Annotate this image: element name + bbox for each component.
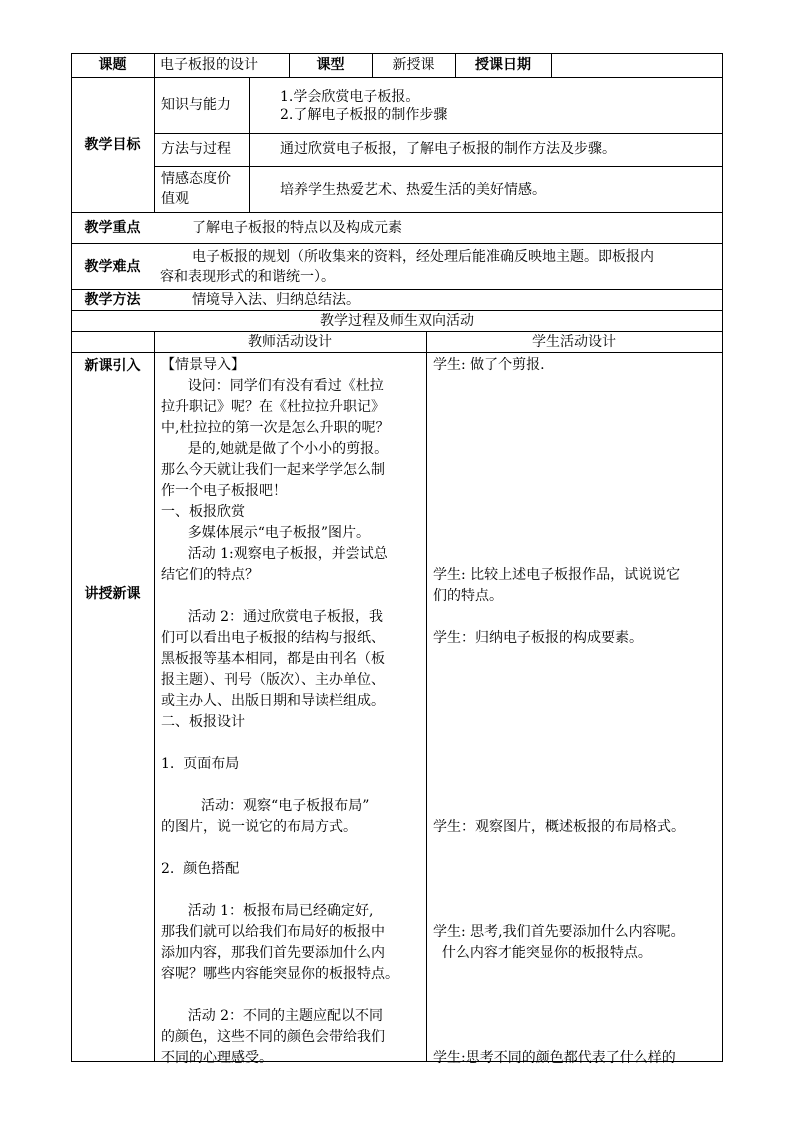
student-line xyxy=(433,712,685,733)
topic-value: 电子板报的设计 xyxy=(160,57,258,73)
student-line xyxy=(433,964,685,985)
rule-knowledge-bottom xyxy=(154,133,723,134)
teacher-line: 1. 页面布局 xyxy=(161,756,240,772)
type-label: 课型 xyxy=(316,57,345,73)
method-label: 方法与过程 xyxy=(161,141,231,157)
teacher-line: 添加内容，那我们首先要添加什么内 xyxy=(161,945,385,961)
teacher-line: 不同的心理感受。 xyxy=(161,1050,273,1066)
student-line xyxy=(433,376,685,397)
teacher-line xyxy=(161,985,399,1006)
teacher-line xyxy=(161,586,399,607)
student-line: 学生：观察图片，概述板报的布局格式。 xyxy=(433,819,685,835)
rule-keypoint-bottom xyxy=(71,243,723,244)
keypoint-label: 教学重点 xyxy=(84,220,141,236)
student-line xyxy=(433,796,685,817)
rule-left xyxy=(71,53,72,1061)
process-title: 教学过程及师生双向活动 xyxy=(320,313,474,329)
teacher-line: 那我们就可以给我们布局好的板报中 xyxy=(161,924,385,940)
knowledge-label: 知识与能力 xyxy=(161,97,231,113)
teacher-line: 活动 1:观察电子板报，并尝试总 xyxy=(161,546,388,562)
knowledge-line-2: 2.了解电子板报的制作步骤 xyxy=(280,107,448,123)
student-line xyxy=(433,901,685,922)
rule-header-c5 xyxy=(551,53,552,77)
student-line xyxy=(433,880,685,901)
student-line xyxy=(433,754,685,775)
teacher-line xyxy=(161,733,399,754)
method-text: 通过欣赏电子板报，了解电子板报的制作方法及步骤。 xyxy=(280,141,616,157)
knowledge-line-1: 1.学会欣赏电子板报。 xyxy=(280,89,420,105)
difficulty-line-1: 电子板报的规划（所收集来的资料，经处理后能准确反映地主题。即板报内 xyxy=(192,249,654,265)
student-line xyxy=(433,691,685,712)
teacher-line: 【情景导入】 xyxy=(161,357,245,373)
teacher-line xyxy=(161,775,399,796)
student-line: 们的特点。 xyxy=(433,588,503,604)
teacher-line: 报主题）、刊号（版次）、主办单位、 xyxy=(161,672,385,688)
student-line xyxy=(433,502,685,523)
student-line: 什么内容才能突显你的板报特点。 xyxy=(433,945,652,961)
rule-right xyxy=(722,53,723,1061)
student-line xyxy=(433,775,685,796)
teacher-line: 一、板报欣赏 xyxy=(161,504,245,520)
student-line: 学生: 比较上述电子板报作品，试说说它 xyxy=(433,567,681,583)
student-line xyxy=(433,607,685,628)
student-line xyxy=(433,985,685,1006)
student-line xyxy=(433,523,685,544)
rule-label-col xyxy=(154,53,155,212)
emotion-label-line-1: 情感态度价 xyxy=(161,171,231,187)
rule-col-header-bottom xyxy=(71,352,723,353)
teacher-line: 的颜色，这些不同的颜色会带给我们 xyxy=(161,1029,385,1045)
teacher-line: 设问：同学们有没有看过《杜拉 xyxy=(161,378,384,394)
teacher-line: 容呢？哪些内容能突显你的板报特点。 xyxy=(161,966,399,982)
difficulty-label: 教学难点 xyxy=(84,259,141,275)
emotion-label-line-2: 值观 xyxy=(161,191,189,207)
difficulty-line-2: 容和表现形式的和谐统一）。 xyxy=(160,269,335,285)
teacher-line: 活动 1：板报布局已经确定好, xyxy=(161,903,374,919)
teacher-line: 活动 2：通过欣赏电子板报，我 xyxy=(161,609,384,625)
teacher-line: 2. 颜色搭配 xyxy=(161,861,240,877)
rule-header-bottom xyxy=(71,77,723,78)
teacher-line: 们可以看出电子板报的结构与报纸、 xyxy=(161,630,385,646)
teacher-line: 结它们的特点？ xyxy=(161,567,259,583)
teacher-line: 黑板报等基本相同，都是由刊名（板 xyxy=(161,651,385,667)
student-line xyxy=(433,1027,685,1048)
student-line xyxy=(433,1006,685,1027)
student-line: 学生: 做了个剪报. xyxy=(433,357,545,373)
student-line xyxy=(433,838,685,859)
date-label: 授课日期 xyxy=(475,57,531,73)
student-line xyxy=(433,544,685,565)
teacher-line: 中,杜拉拉的第一次是怎么升职的呢？ xyxy=(161,420,390,436)
emotion-text: 培养学生热爱艺术、热爱生活的美好情感。 xyxy=(280,182,546,198)
teacher-line xyxy=(161,880,399,901)
rule-top xyxy=(71,53,723,54)
teacher-line: 或主办人、出版日期和导读栏组成。 xyxy=(161,693,385,709)
student-line: 学生：归纳电子板报的构成要素。 xyxy=(433,630,643,646)
student-line xyxy=(433,439,685,460)
rule-objectives-bottom xyxy=(71,212,723,213)
student-activity-text xyxy=(433,355,685,1069)
topic-label: 课题 xyxy=(98,57,127,73)
teacher-line xyxy=(161,838,399,859)
student-line xyxy=(433,397,685,418)
teacher-header: 教师活动设计 xyxy=(248,334,332,350)
teacher-line: 活动 2：不同的主题应配以不同 xyxy=(161,1008,384,1024)
teacher-line: 多媒体展示“电子板报”图片。 xyxy=(161,525,371,541)
teacher-line: 活动：观察“电子板报布局” xyxy=(161,798,370,814)
student-line xyxy=(433,649,685,670)
teacher-line: 作一个电子板报吧！ xyxy=(161,483,287,499)
type-value: 新授课 xyxy=(392,57,435,73)
rule-student-col xyxy=(426,331,427,1061)
keypoint-text: 了解电子板报的特点以及构成元素 xyxy=(192,220,402,236)
student-line xyxy=(433,670,685,691)
rule-method-bottom xyxy=(154,166,723,167)
teaching-method-text: 情境导入法、归纳总结法。 xyxy=(192,292,360,308)
student-line xyxy=(433,418,685,439)
teaching-method-label: 教学方法 xyxy=(84,292,141,308)
rule-sublabel-col xyxy=(249,77,250,212)
lecture-label: 讲授新课 xyxy=(84,586,141,602)
student-line: 学生:思考不同的颜色都代表了什么样的 xyxy=(433,1050,676,1066)
rule-difficulty-bottom xyxy=(71,289,723,290)
objectives-label: 教学目标 xyxy=(84,137,141,153)
teacher-activity-text xyxy=(161,355,399,1069)
student-line: 学生: 思考,我们首先要添加什么内容呢。 xyxy=(433,924,685,940)
teacher-line: 是的,她就是做了个小小的剪报。 xyxy=(161,441,389,457)
rule-label-col-2 xyxy=(154,331,155,1061)
teacher-line: 的图片，说一说它的布局方式。 xyxy=(161,819,357,835)
teacher-line: 拉升职记》呢？在《杜拉拉升职记》 xyxy=(161,399,385,415)
teacher-line: 那么今天就让我们一起来学学怎么制 xyxy=(161,462,385,478)
intro-label: 新课引入 xyxy=(84,358,141,374)
student-header: 学生活动设计 xyxy=(532,334,616,350)
teacher-line: 二、板报设计 xyxy=(161,714,245,730)
student-line xyxy=(433,460,685,481)
student-line xyxy=(433,733,685,754)
student-line xyxy=(433,481,685,502)
student-line xyxy=(433,859,685,880)
